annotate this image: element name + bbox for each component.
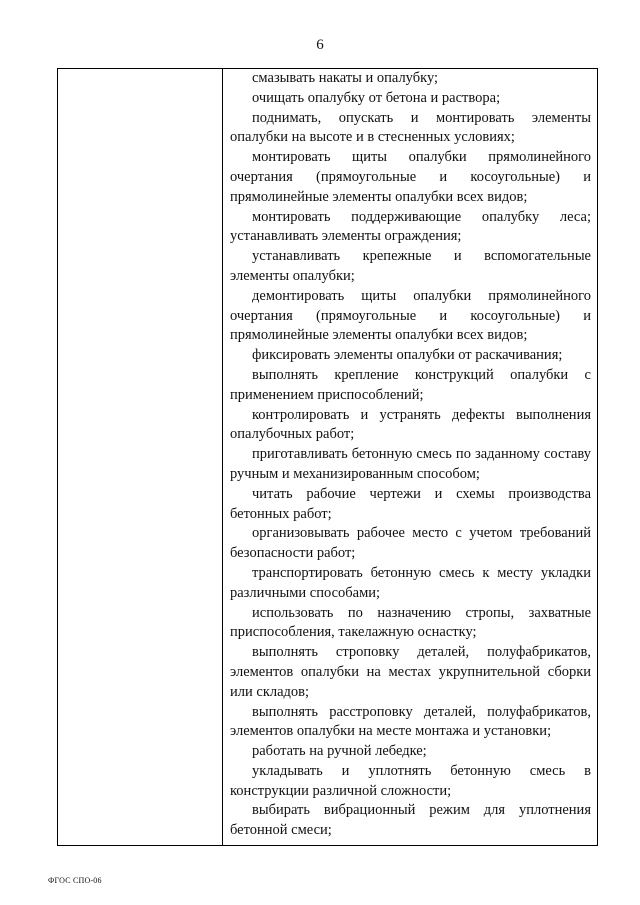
skill-item: монтировать щиты опалубки прямолинейного очертания (прямоугольные и косоугольные) и прямолинейные элементы опалубки всех видов; [230, 149, 591, 205]
skill-item: использовать по назначению стропы, захватные приспособления, такелажную оснастку; [230, 604, 591, 641]
skill-item: устанавливать крепежные и вспомогательные элементы опалубки; [230, 248, 591, 284]
skill-item: выполнять расстроповку деталей, полуфабрикатов, элементов опалубки на месте монтажа и установки; [230, 703, 591, 740]
skill-item: организовывать рабочее место с учетом требований безопасности работ; [230, 525, 591, 562]
skill-item: укладывать и уплотнять бетонную смесь в конструкции различной сложности; [230, 762, 591, 799]
skill-item: выполнять крепление конструкций опалубки с применением приспособлений; [230, 366, 591, 403]
skill-item: фиксировать элементы опалубки от раскачивания; [252, 347, 563, 364]
skill-item: поднимать, опускать и монтировать элементы опалубки на высоте и в стесненных условиях; [230, 109, 591, 146]
skill-item: смазывать накаты и опалубку; [252, 70, 439, 86]
page-number: 6 [316, 37, 324, 53]
skill-item: читать рабочие чертежи и схемы производства бетонных работ; [230, 485, 591, 522]
skill-item: приготавливать бетонную смесь по заданному составу ручным и механизированным способом; [230, 446, 591, 482]
skill-item: выполнять строповку деталей, полуфабрикатов, элементов опалубки на местах укрупнительной сборки или складов; [230, 644, 591, 700]
skill-item: работать на ручной лебедке; [252, 743, 427, 760]
document-code-footer: ФГОС СПО-06 [48, 876, 102, 885]
table-left-cell [58, 69, 223, 845]
skill-item: транспортировать бетонную смесь к месту укладки различными способами; [230, 564, 591, 601]
skill-item: монтировать поддерживающие опалубку леса; устанавливать элементы ограждения; [230, 208, 591, 245]
skill-item: выбирать вибрационный режим для уплотнения бетонной смеси; [230, 802, 591, 839]
table-right-cell [223, 69, 597, 845]
skill-item: очищать опалубку от бетона и раствора; [252, 89, 501, 106]
competency-table [57, 68, 598, 846]
skill-item: демонтировать щиты опалубки прямолинейного очертания (прямоугольные и косоугольные) и прямолинейные элементы опалубки всех видов; [230, 287, 591, 344]
skill-item: контролировать и устранять дефекты выполнения опалубочных работ; [230, 406, 591, 443]
